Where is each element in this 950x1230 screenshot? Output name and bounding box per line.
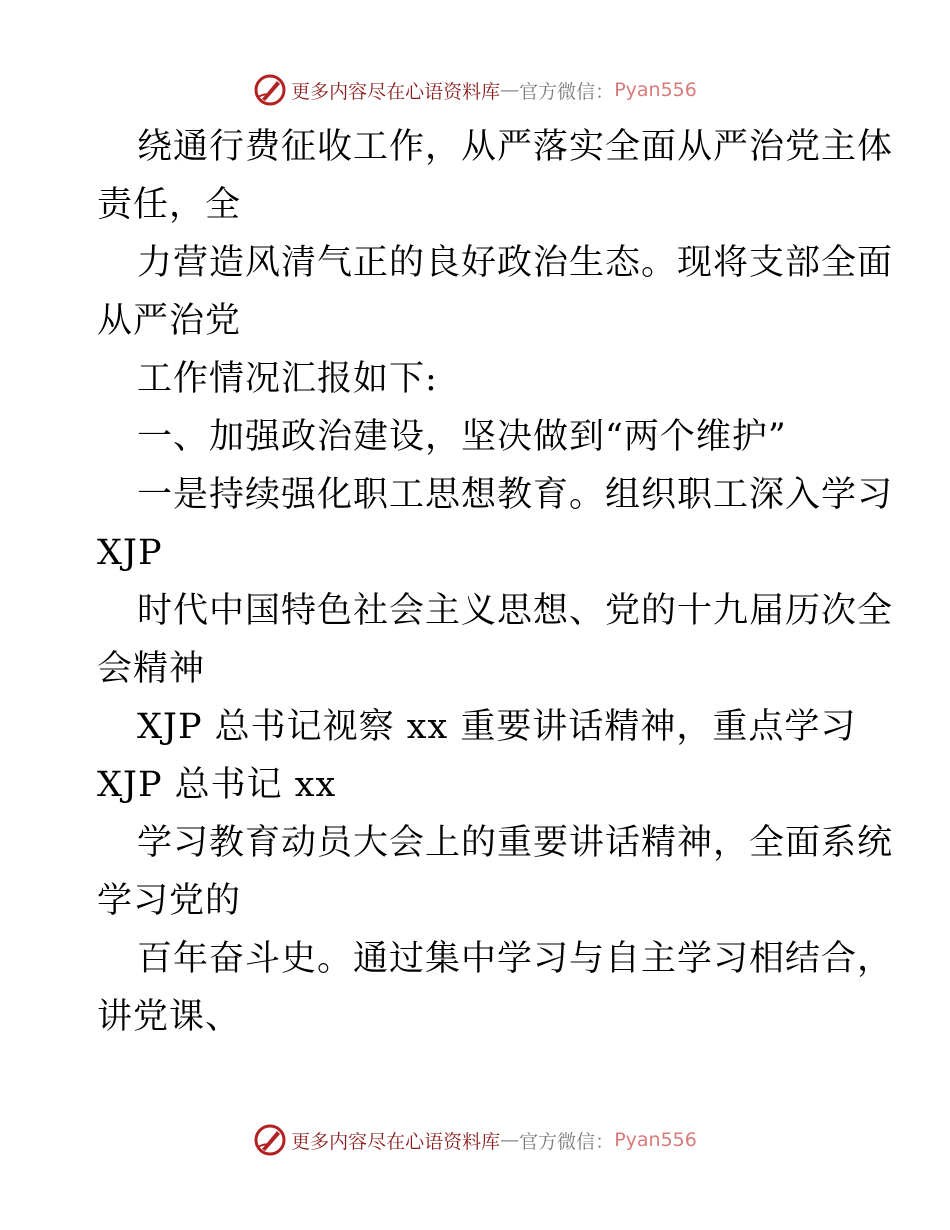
text-line: 讲党课、 [97, 997, 242, 1037]
watermark-brand: 更多内容尽在心语资料库 [291, 1130, 501, 1153]
text-line: 学习教育动员大会上的重要讲话精神，全面系统 [137, 823, 894, 863]
text-line: 学习党的 [97, 881, 242, 921]
text-line: 百年奋斗史。通过集中学习与自主学习相结合， [137, 939, 894, 979]
text-line: XJP 总书记 xx [97, 765, 337, 805]
watermark-dash: — [500, 79, 520, 101]
text-line: 责任，全 [97, 185, 242, 225]
text-line: 力营造风清气正的良好政治生态。现将支部全面 [137, 243, 894, 283]
text-line: 一是持续强化职工思想教育。组织职工深入学习 [137, 475, 894, 515]
watermark-wechat-label: 官方微信： [519, 80, 615, 103]
watermark-wechat-label: 官方微信： [519, 1130, 615, 1153]
section-heading: 一、加强政治建设，坚决做到“两个维护” [137, 417, 787, 457]
footer-watermark [0, 1120, 950, 1160]
header-watermark [0, 70, 950, 110]
quill-pen-circle-icon [253, 1123, 287, 1157]
text-line: 时代中国特色社会主义思想、党的十九届历次全 [137, 591, 894, 631]
watermark-dash: — [500, 1129, 520, 1151]
text-line: 会精神 [97, 649, 206, 689]
text-line: 工作情况汇报如下: [137, 359, 438, 399]
text-line: 绕通行费征收工作，从严落实全面从严治党主体 [137, 127, 894, 167]
quill-pen-circle-icon [253, 73, 287, 107]
text-line: XJP [97, 533, 163, 573]
watermark-wechat-id: Pyan556 [614, 1129, 697, 1151]
text-line: XJP 总书记视察 xx 重要讲话精神，重点学习 [137, 707, 857, 747]
watermark-wechat-id: Pyan556 [614, 79, 697, 101]
text-line: 从严治党 [97, 301, 242, 341]
watermark-brand: 更多内容尽在心语资料库 [291, 80, 501, 103]
